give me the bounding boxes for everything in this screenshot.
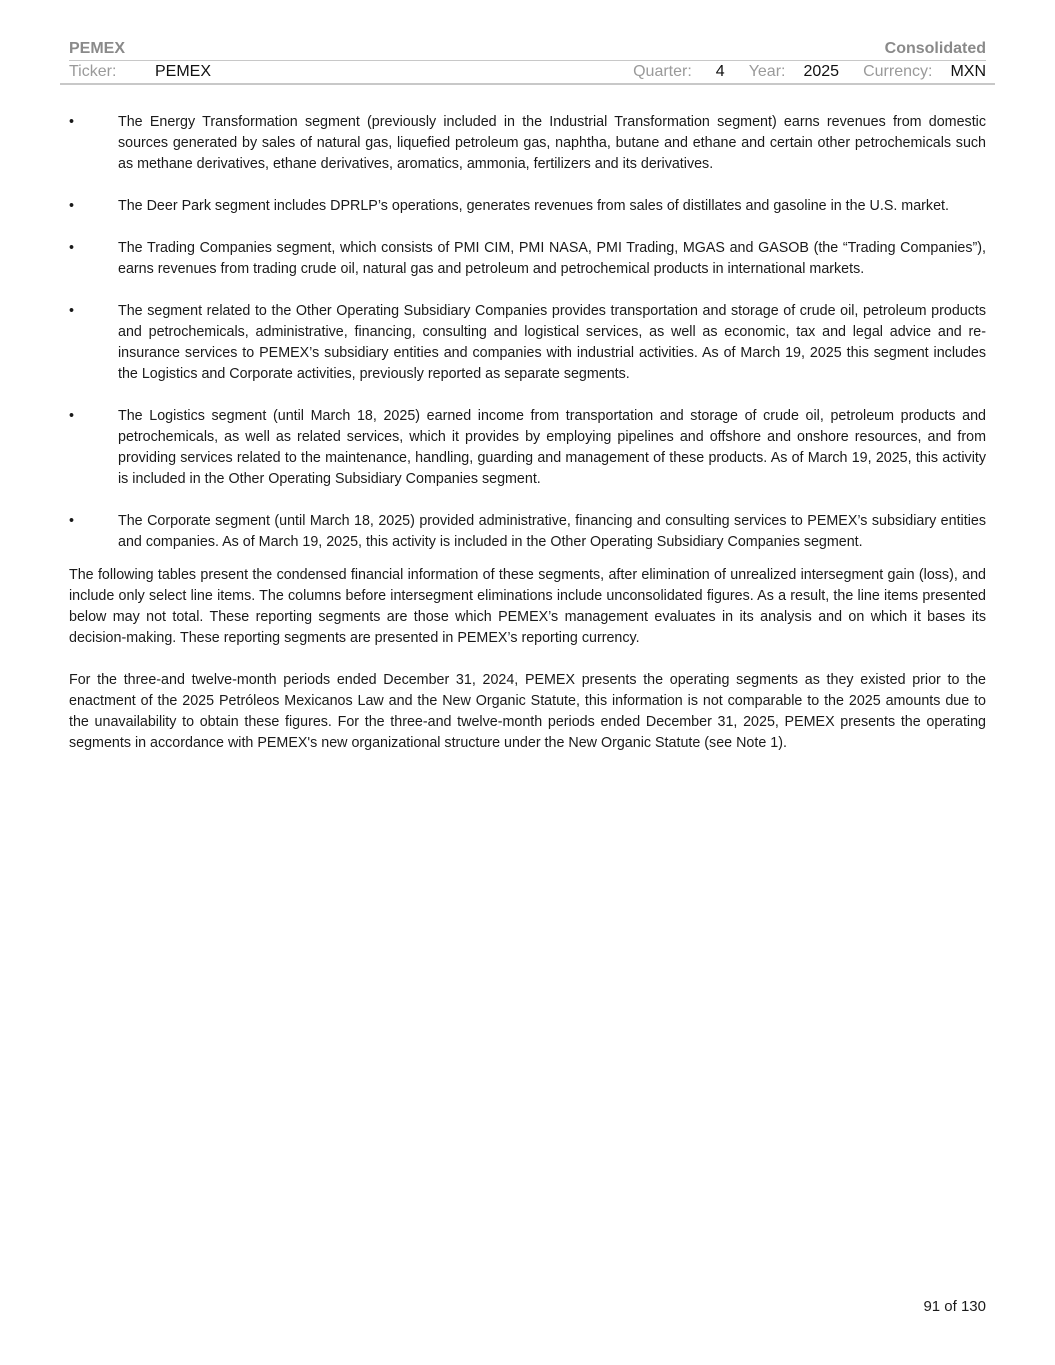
bullet-icon: • [69, 240, 75, 256]
company-name: PEMEX [69, 39, 126, 57]
bullet-text: The segment related to the Other Operating Subsidiary Companies provides transportation and storage of crude oil, petroleum products and petrochemicals, administrative, financing, consulting and logistical services, as well as economic, tax and legal advice and re-insurance services to PEMEX’s subsidiary entities and companies with industrial activities. As of March 19, 2025 this segment includes the Logistics and Corporate activities, previously reported as separate segments. [118, 303, 986, 382]
bullet-icon: • [69, 114, 75, 130]
bullet-text: The Trading Companies segment, which consists of PMI CIM, PMI NASA, PMI Trading, MGAS and GASOB (the “Trading Companies”), earns revenues from trading crude oil, natural gas and petroleum and petrochemical products in international markets. [118, 240, 986, 277]
bullet-icon: • [69, 513, 75, 529]
bullet-item [69, 301, 986, 385]
quarter-value: 4 [715, 63, 725, 80]
currency-label: Currency: [863, 63, 933, 80]
ticker-value: PEMEX [155, 63, 212, 80]
report-type: Consolidated [884, 39, 986, 57]
bullet-item [69, 238, 986, 280]
bullet-icon: • [69, 408, 75, 424]
bullet-item [69, 196, 986, 217]
report-header [69, 37, 986, 61]
report-meta [60, 61, 995, 85]
quarter-label: Quarter: [633, 63, 692, 80]
year-label: Year: [748, 63, 786, 80]
bullet-icon: • [69, 303, 75, 319]
paragraph: For the three-and twelve-month periods ended December 31, 2024, PEMEX presents the operating segments as they existed prior to the enactment of the 2025 Petróleos Mexicanos Law and the New Organic Statute, this information is not comparable to the 2025 amounts due to the unavailability to obtain these figures. For the three-and twelve-month periods ended December 31, 2025, PEMEX presents the operating segments in accordance with PEMEX's new organizational structure under the New Organic Statute (see Note 1). [69, 672, 986, 751]
page-number: 91 of 130 [923, 1298, 986, 1315]
bullet-text: The Energy Transformation segment (previously included in the Industrial Transformation segment) earns revenues from domestic sources generated by sales of natural gas, liquefied petroleum gas, naphtha, butane and ethane and certain other petrochemicals such as methane derivatives, ethane derivatives, aromatics, ammonia, fertilizers and its derivatives. [118, 114, 986, 172]
paragraph: The following tables present the condensed financial information of these segments, after elimination of unrealized intersegment gain (loss), and include only select line items. The columns before intersegment eliminations include unconsolidated figures. As a result, the line items presented below may not total. These reporting segments are those which PEMEX’s management evaluates in its analysis and on which it bases its decision-making. These reporting segments are presented in PEMEX’s reporting currency. [69, 567, 986, 646]
currency-value: MXN [950, 63, 986, 80]
year-value: 2025 [803, 63, 840, 80]
bullet-text: The Corporate segment (until March 18, 2025) provided administrative, financing and consulting services to PEMEX’s subsidiary entities and companies. As of March 19, 2025, this activity is included in the Other Operating Subsidiary Companies segment. [118, 513, 986, 550]
bullet-icon: • [69, 198, 75, 214]
bullet-item [69, 511, 986, 553]
ticker-label: Ticker: [69, 63, 117, 80]
document-body [69, 112, 986, 775]
bullet-item [69, 112, 986, 175]
bullet-item [69, 406, 986, 490]
bullet-text: The Logistics segment (until March 18, 2025) earned income from transportation and storage of crude oil, petroleum products and petrochemicals, as well as related services, which it provides by employing pipelines and offshore and onshore resources, and from providing services related to the maintenance, handling, guarding and management of these products. As of March 19, 2025, this activity is included in the Other Operating Subsidiary Companies segment. [118, 408, 986, 487]
bullet-text: The Deer Park segment includes DPRLP’s operations, generates revenues from sales of distillates and gasoline in the U.S. market. [118, 198, 949, 214]
